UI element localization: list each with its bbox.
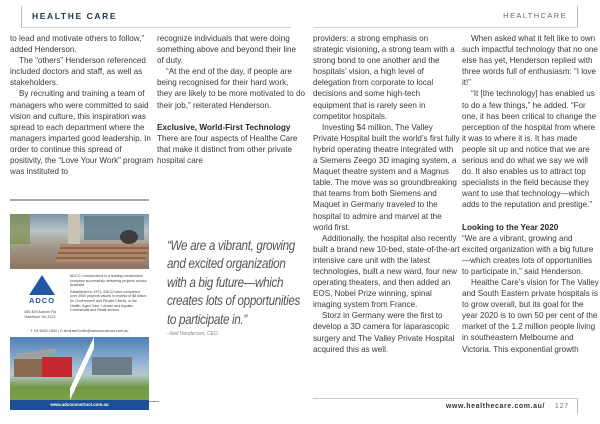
paragraph: There are four aspects of Healthe Care that make it distinct from other private hospital care [157, 133, 298, 165]
paragraph: “At the end of the day, if people are being recognised for their hard work, they are likely to be more motivated to do their job,” reiterated Henderson. [157, 67, 306, 110]
divider-rule [10, 199, 149, 201]
ad-photo-buildings [10, 337, 149, 400]
adco-logo: ADCO [22, 275, 62, 307]
ad-photo-courtyard [10, 214, 149, 269]
paragraph: Additionally, the hospital also recently built a brand new 10-bed, state-of-the-art intensive care unit with the latest technologies, built a new ward, four new operating theaters, and then added an EOS, Nobel Prize winning, spinal imaging system from France. [313, 233, 460, 310]
paragraph: recognize individuals that were doing something above and beyond their line of duty. [157, 34, 297, 66]
publication-title: HEALTHE CARE [32, 11, 118, 21]
adco-advertisement[interactable] [10, 214, 149, 412]
section-heading: Looking to the Year 2020 [462, 222, 559, 232]
adco-triangle-icon [29, 275, 55, 295]
ad-contact: T 03 9832 1600 | E AndrewCrellin@adcoconstruct.com.au [30, 329, 129, 333]
article-column-4 [462, 33, 600, 355]
article-column-3 [313, 33, 460, 355]
running-header-right [314, 6, 578, 28]
paragraph: “We are a vibrant, growing and excited organization with a big future—which creates lots of opportunities to participate in,” said Henderson. [462, 233, 594, 276]
divider-rule [149, 401, 159, 402]
footer-url-link[interactable]: www.healthecare.com.au/ [445, 403, 545, 410]
ad-address: 455-459 Auburn Rd Hawthorn Vic 3122 [24, 310, 56, 319]
ad-copy: ADCO Constructions is a leading construction company successfully delivering projects across Australia. Established in 1972, ADCO have completed over 3000 projects valued in excess of $8 billion for Government and Private Clients, in the Health, Aged Care, Leisure and Aquatic, Commercial and Retail sectors. [70, 274, 147, 313]
pull-quote-text: “We are a vibrant, growing and excited organization with a big future—which creates lots of opportunities to participate in.” [167, 238, 300, 327]
pull-quote [167, 237, 307, 337]
paragraph: Healthe Care’s vision for The Valley and South Eastern private hospitals is to grow overall, but its goal for the year 2020 is to own 50 per cent of the market of the 1.2 million people living in southeastern Melbourne and Victoria. This exponential growth [462, 277, 599, 354]
article-column-1 [10, 33, 155, 177]
paragraph: When asked what it felt like to own such impactful technology that no one else has yet, Henderson replied with three words full of enthusiasm: “I love it!” [462, 34, 598, 88]
paragraph: Investing $4 million, The Valley Private Hospital built the world’s first fully hybrid operating theatre integrated with a Siemens Zeego 3D imaging system, a Maquet theatre system and a Magnus table. The move was so groundbreaking that teams from both Siemens and Maquet in Germany traveled to the hospital to admire and marvel at the world first. [313, 122, 460, 232]
paragraph: Storz in Germany were the first to develop a 3D camera for laparascopic surgery and The Valley Private Hospital acquired this as well. [313, 311, 455, 354]
page-footer [313, 398, 578, 414]
paragraph: “It [the technology] has enabled us to do a few things,” he added. “For one, it has been critical to change the perception of the hospital from where it was to where it is. It has made people sit up and notice that we are serious and do what we say we will do. It also enables us to attract top specialists in the field because they want to use that technology—which adds to the reputation and prestige.” [462, 89, 597, 210]
section-title: HEALTHCARE [503, 11, 567, 20]
paragraph: By recruiting and training a team of managers who were committed to said vision and culture, this inspiration was spread to each department where the managers imparted good leadership. In order to continue this spread of positivity, the “Love Your Work” program was instituted to [10, 89, 154, 177]
running-header-left [21, 6, 291, 28]
article-column-2 [157, 33, 305, 166]
paragraph: to lead and motivate others to follow,” added Henderson. [10, 34, 145, 55]
section-heading: Exclusive, World-First Technology [157, 122, 291, 132]
paragraph: The “others” Henderson referenced included doctors and staff, as well as stakeholders. [10, 56, 146, 88]
pull-quote-attribution: –Neil Henderson, CEO [167, 331, 218, 338]
ad-website-link[interactable]: www.adcoconstruct.com.au [10, 400, 149, 410]
page-number: 127 [554, 403, 569, 410]
paragraph: providers: a strong emphasis on strategic visioning, a strong team with a strong bond to one another and the hospitals’ vision, a high level of delegation from corporate to local decisions and some high-tech equipment that is rarely seen in competitor hospitals. [313, 34, 455, 121]
